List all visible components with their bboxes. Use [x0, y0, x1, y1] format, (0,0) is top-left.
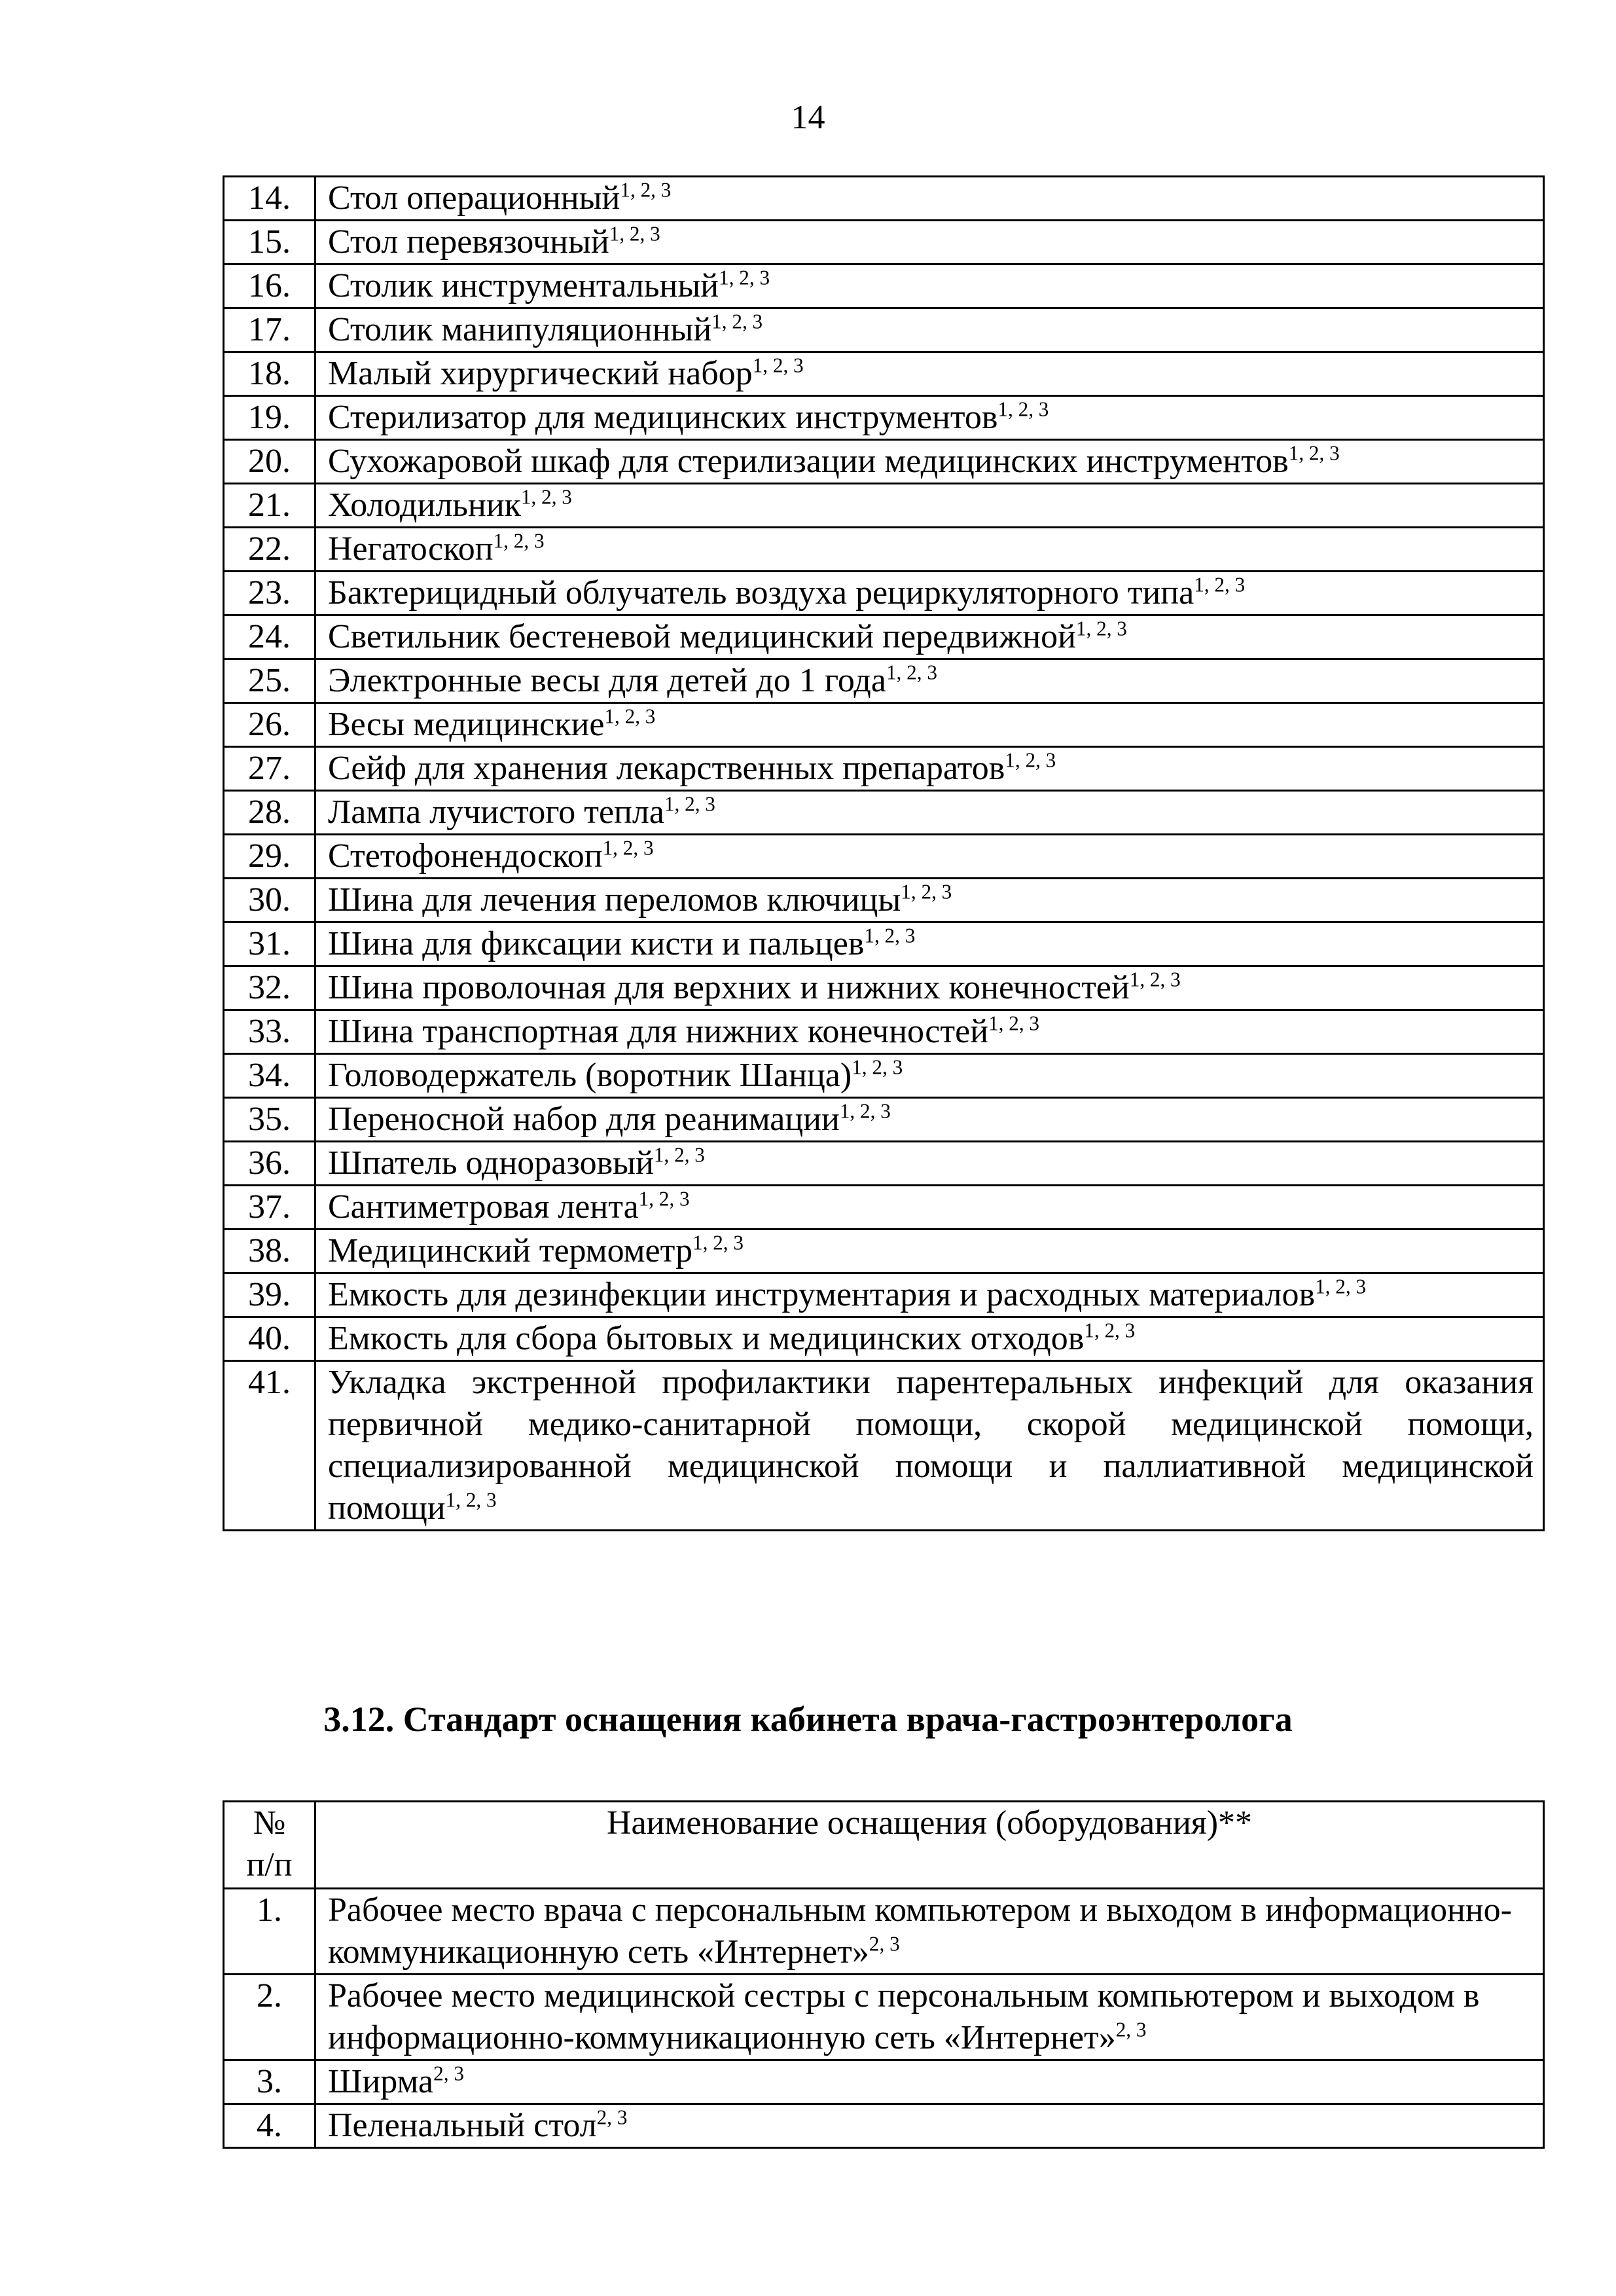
equipment-name: Переносной набор для реанимации	[328, 1101, 840, 1138]
footnote-marks: 1, 2, 3	[664, 792, 715, 816]
table-row	[224, 396, 1544, 440]
row-number: 38.	[224, 1230, 315, 1273]
table-row	[224, 264, 1544, 308]
equipment-name: Шина для фиксации кисти и пальцев	[328, 925, 865, 962]
table-row	[224, 703, 1544, 747]
equipment-name-cell	[315, 879, 1544, 922]
equipment-name: Шпатель одноразовый	[328, 1144, 654, 1182]
footnote-marks: 1, 2, 3	[445, 1488, 497, 1512]
table-header-row	[224, 1802, 1544, 1889]
footnote-marks: 1, 2, 3	[901, 880, 952, 903]
equipment-name: Стерилизатор для медицинских инструментов	[328, 399, 998, 436]
footnote-marks: 1, 2, 3	[653, 1143, 705, 1167]
footnote-marks: 1, 2, 3	[1315, 1275, 1367, 1298]
equipment-table-continued	[223, 175, 1545, 1531]
table-row	[224, 615, 1544, 659]
equipment-name-cell	[315, 308, 1544, 352]
row-number: 35.	[224, 1098, 315, 1142]
footnote-marks: 1, 2, 3	[886, 661, 937, 684]
equipment-name: Укладка экстренной профилактики парентеральных инфекций для оказания первичной медико-санитарной помощи, скорой медицинской помощи, специализированной медицинской помощи и паллиативной медицинской помощи	[328, 1364, 1534, 1527]
footnote-marks: 1, 2, 3	[1129, 968, 1181, 991]
row-number: 22.	[224, 528, 315, 572]
equipment-name: Сухожаровой шкаф для стерилизации медицинских инструментов	[328, 443, 1289, 480]
row-number: 29.	[224, 835, 315, 879]
equipment-name: Емкость для дезинфекции инструментария и расходных материалов	[328, 1276, 1316, 1313]
table-row	[224, 308, 1544, 352]
equipment-name: Стол операционный	[328, 179, 620, 217]
table-row	[224, 659, 1544, 703]
equipment-name-cell	[315, 440, 1544, 484]
header-number-sign: №	[253, 1804, 286, 1842]
equipment-name: Весы медицинские	[328, 706, 605, 743]
table-row	[224, 1098, 1544, 1142]
row-number: 21.	[224, 484, 315, 528]
equipment-name-cell	[315, 264, 1544, 308]
table-row	[224, 1317, 1544, 1361]
equipment-name-cell	[315, 1098, 1544, 1142]
row-number: 34.	[224, 1054, 315, 1098]
page-number: 14	[791, 99, 825, 136]
equipment-name-cell	[315, 966, 1544, 1010]
table-row	[224, 221, 1544, 264]
equipment-name-cell	[315, 747, 1544, 791]
row-number: 18.	[224, 352, 315, 396]
footnote-marks: 1, 2, 3	[752, 354, 804, 377]
footnote-marks: 1, 2, 3	[839, 1099, 891, 1123]
table-row	[224, 352, 1544, 396]
equipment-name: Столик инструментальный	[328, 267, 719, 304]
equipment-name-cell	[315, 177, 1544, 221]
table-row	[224, 1889, 1544, 1975]
equipment-name-cell	[315, 572, 1544, 615]
table-row	[224, 440, 1544, 484]
footnote-marks: 1, 2, 3	[520, 485, 572, 509]
equipment-name-cell	[315, 1273, 1544, 1317]
footnote-marks: 1, 2, 3	[852, 1055, 903, 1079]
footnote-marks: 1, 2, 3	[1075, 617, 1127, 640]
footnote-marks: 2, 3	[869, 1932, 900, 1956]
equipment-name: Рабочее место медицинской сестры с персональным компьютером и выходом в информационно-коммуникационную сеть «Интернет»	[328, 1977, 1480, 2056]
table-row	[224, 572, 1544, 615]
equipment-name: Пеленальный стол	[328, 2107, 597, 2144]
table-row	[224, 1230, 1544, 1273]
footnote-marks: 1, 2, 3	[988, 1011, 1039, 1035]
equipment-name-cell	[315, 703, 1544, 747]
header-number-column	[224, 1802, 315, 1889]
row-number: 2.	[224, 1975, 315, 2060]
table-row	[224, 1054, 1544, 1098]
row-number: 26.	[224, 703, 315, 747]
equipment-name-cell	[315, 1010, 1544, 1054]
table-row	[224, 791, 1544, 835]
footnote-marks: 2, 3	[433, 2062, 464, 2085]
table-row	[224, 1273, 1544, 1317]
equipment-name: Шина проволочная для верхних и нижних конечностей	[328, 969, 1130, 1006]
header-number-abbrev: п/п	[246, 1846, 293, 1884]
equipment-name: Негатоскоп	[328, 530, 494, 568]
footnote-marks: 2, 3	[596, 2105, 628, 2129]
table-row	[224, 484, 1544, 528]
row-number: 20.	[224, 440, 315, 484]
equipment-name-cell	[315, 396, 1544, 440]
row-number: 27.	[224, 747, 315, 791]
footnote-marks: 1, 2, 3	[719, 266, 770, 289]
table-row	[224, 1142, 1544, 1186]
equipment-name: Головодержатель (воротник Шанца)	[328, 1057, 852, 1094]
equipment-name-cell	[315, 1054, 1544, 1098]
footnote-marks: 1, 2, 3	[997, 397, 1049, 421]
row-number: 37.	[224, 1186, 315, 1230]
equipment-name: Холодильник	[328, 486, 521, 524]
footnote-marks: 2, 3	[1115, 2018, 1147, 2041]
equipment-name: Стетофонендоскоп	[328, 837, 603, 875]
table-row	[224, 1186, 1544, 1230]
section-title: 3.12. Стандарт оснащения кабинета врача-гастроэнтеролога	[323, 1700, 1293, 1739]
equipment-name-cell	[315, 1230, 1544, 1273]
footnote-marks: 1, 2, 3	[1194, 573, 1246, 596]
footnote-marks: 1, 2, 3	[602, 836, 654, 860]
table-row	[224, 1010, 1544, 1054]
equipment-name: Электронные весы для детей до 1 года	[328, 662, 886, 699]
row-number: 30.	[224, 879, 315, 922]
footnote-marks: 1, 2, 3	[638, 1187, 690, 1211]
gastroenterologist-equipment-table	[223, 1800, 1545, 2149]
row-number: 17.	[224, 308, 315, 352]
equipment-name-cell	[315, 2104, 1544, 2148]
row-number: 4.	[224, 2104, 315, 2148]
equipment-name-cell	[315, 352, 1544, 396]
equipment-name: Ширма	[328, 2063, 434, 2100]
equipment-name: Светильник бестеневой медицинский передвижной	[328, 618, 1076, 655]
equipment-name-cell	[315, 221, 1544, 264]
equipment-name-cell	[315, 615, 1544, 659]
equipment-name-cell	[315, 528, 1544, 572]
equipment-name: Стол перевязочный	[328, 223, 609, 261]
equipment-name: Медицинский термометр	[328, 1232, 692, 1269]
equipment-name: Шина транспортная для нижних конечностей	[328, 1013, 989, 1050]
footnote-marks: 1, 2, 3	[604, 704, 656, 728]
equipment-name: Бактерицидный облучатель воздуха рециркуляторного типа	[328, 574, 1194, 611]
table-row	[224, 835, 1544, 879]
row-number: 16.	[224, 264, 315, 308]
equipment-name: Емкость для сбора бытовых и медицинских отходов	[328, 1320, 1085, 1357]
row-number: 25.	[224, 659, 315, 703]
table-row	[224, 1361, 1544, 1531]
equipment-name-cell	[315, 791, 1544, 835]
footnote-marks: 1, 2, 3	[1288, 441, 1340, 465]
equipment-name-cell	[315, 1975, 1544, 2060]
equipment-name: Столик манипуляционный	[328, 311, 712, 348]
equipment-name-cell	[315, 659, 1544, 703]
table-row	[224, 879, 1544, 922]
equipment-name: Сейф для хранения лекарственных препаратов	[328, 750, 1005, 787]
equipment-name-cell	[315, 1889, 1544, 1975]
footnote-marks: 1, 2, 3	[609, 222, 660, 246]
equipment-name-cell	[315, 835, 1544, 879]
row-number: 19.	[224, 396, 315, 440]
equipment-name-cell	[315, 1361, 1544, 1531]
row-number: 33.	[224, 1010, 315, 1054]
row-number: 23.	[224, 572, 315, 615]
row-number: 41.	[224, 1361, 315, 1531]
table-row	[224, 2104, 1544, 2148]
row-number: 28.	[224, 791, 315, 835]
footnote-marks: 1, 2, 3	[1084, 1319, 1136, 1342]
footnote-marks: 1, 2, 3	[864, 924, 916, 947]
footnote-marks: 1, 2, 3	[711, 310, 763, 333]
equipment-name-cell	[315, 484, 1544, 528]
footnote-marks: 1, 2, 3	[692, 1231, 744, 1254]
footnote-marks: 1, 2, 3	[620, 178, 672, 202]
row-number: 24.	[224, 615, 315, 659]
row-number: 40.	[224, 1317, 315, 1361]
row-number: 15.	[224, 221, 315, 264]
table-row	[224, 922, 1544, 966]
row-number: 3.	[224, 2060, 315, 2104]
row-number: 1.	[224, 1889, 315, 1975]
table-row	[224, 1975, 1544, 2060]
row-number: 36.	[224, 1142, 315, 1186]
equipment-name-cell	[315, 922, 1544, 966]
equipment-name: Шина для лечения переломов ключицы	[328, 881, 901, 919]
equipment-name: Малый хирургический набор	[328, 355, 753, 392]
header-name-column: Наименование оснащения (оборудования)**	[315, 1802, 1544, 1889]
row-number: 31.	[224, 922, 315, 966]
equipment-name-cell	[315, 1317, 1544, 1361]
table-row	[224, 2060, 1544, 2104]
footnote-marks: 1, 2, 3	[1005, 748, 1056, 772]
equipment-name: Сантиметровая лента	[328, 1188, 639, 1226]
row-number: 32.	[224, 966, 315, 1010]
table-row	[224, 528, 1544, 572]
equipment-name-cell	[315, 1186, 1544, 1230]
table-row	[224, 177, 1544, 221]
row-number: 39.	[224, 1273, 315, 1317]
table-row	[224, 747, 1544, 791]
footnote-marks: 1, 2, 3	[493, 529, 545, 553]
equipment-name-cell	[315, 1142, 1544, 1186]
equipment-name: Лампа лучистого тепла	[328, 793, 664, 831]
row-number: 14.	[224, 177, 315, 221]
equipment-name-cell	[315, 2060, 1544, 2104]
equipment-name: Рабочее место врача с персональным компьютером и выходом в информационно-коммуникационную сеть «Интернет»	[328, 1891, 1512, 1971]
table-row	[224, 966, 1544, 1010]
